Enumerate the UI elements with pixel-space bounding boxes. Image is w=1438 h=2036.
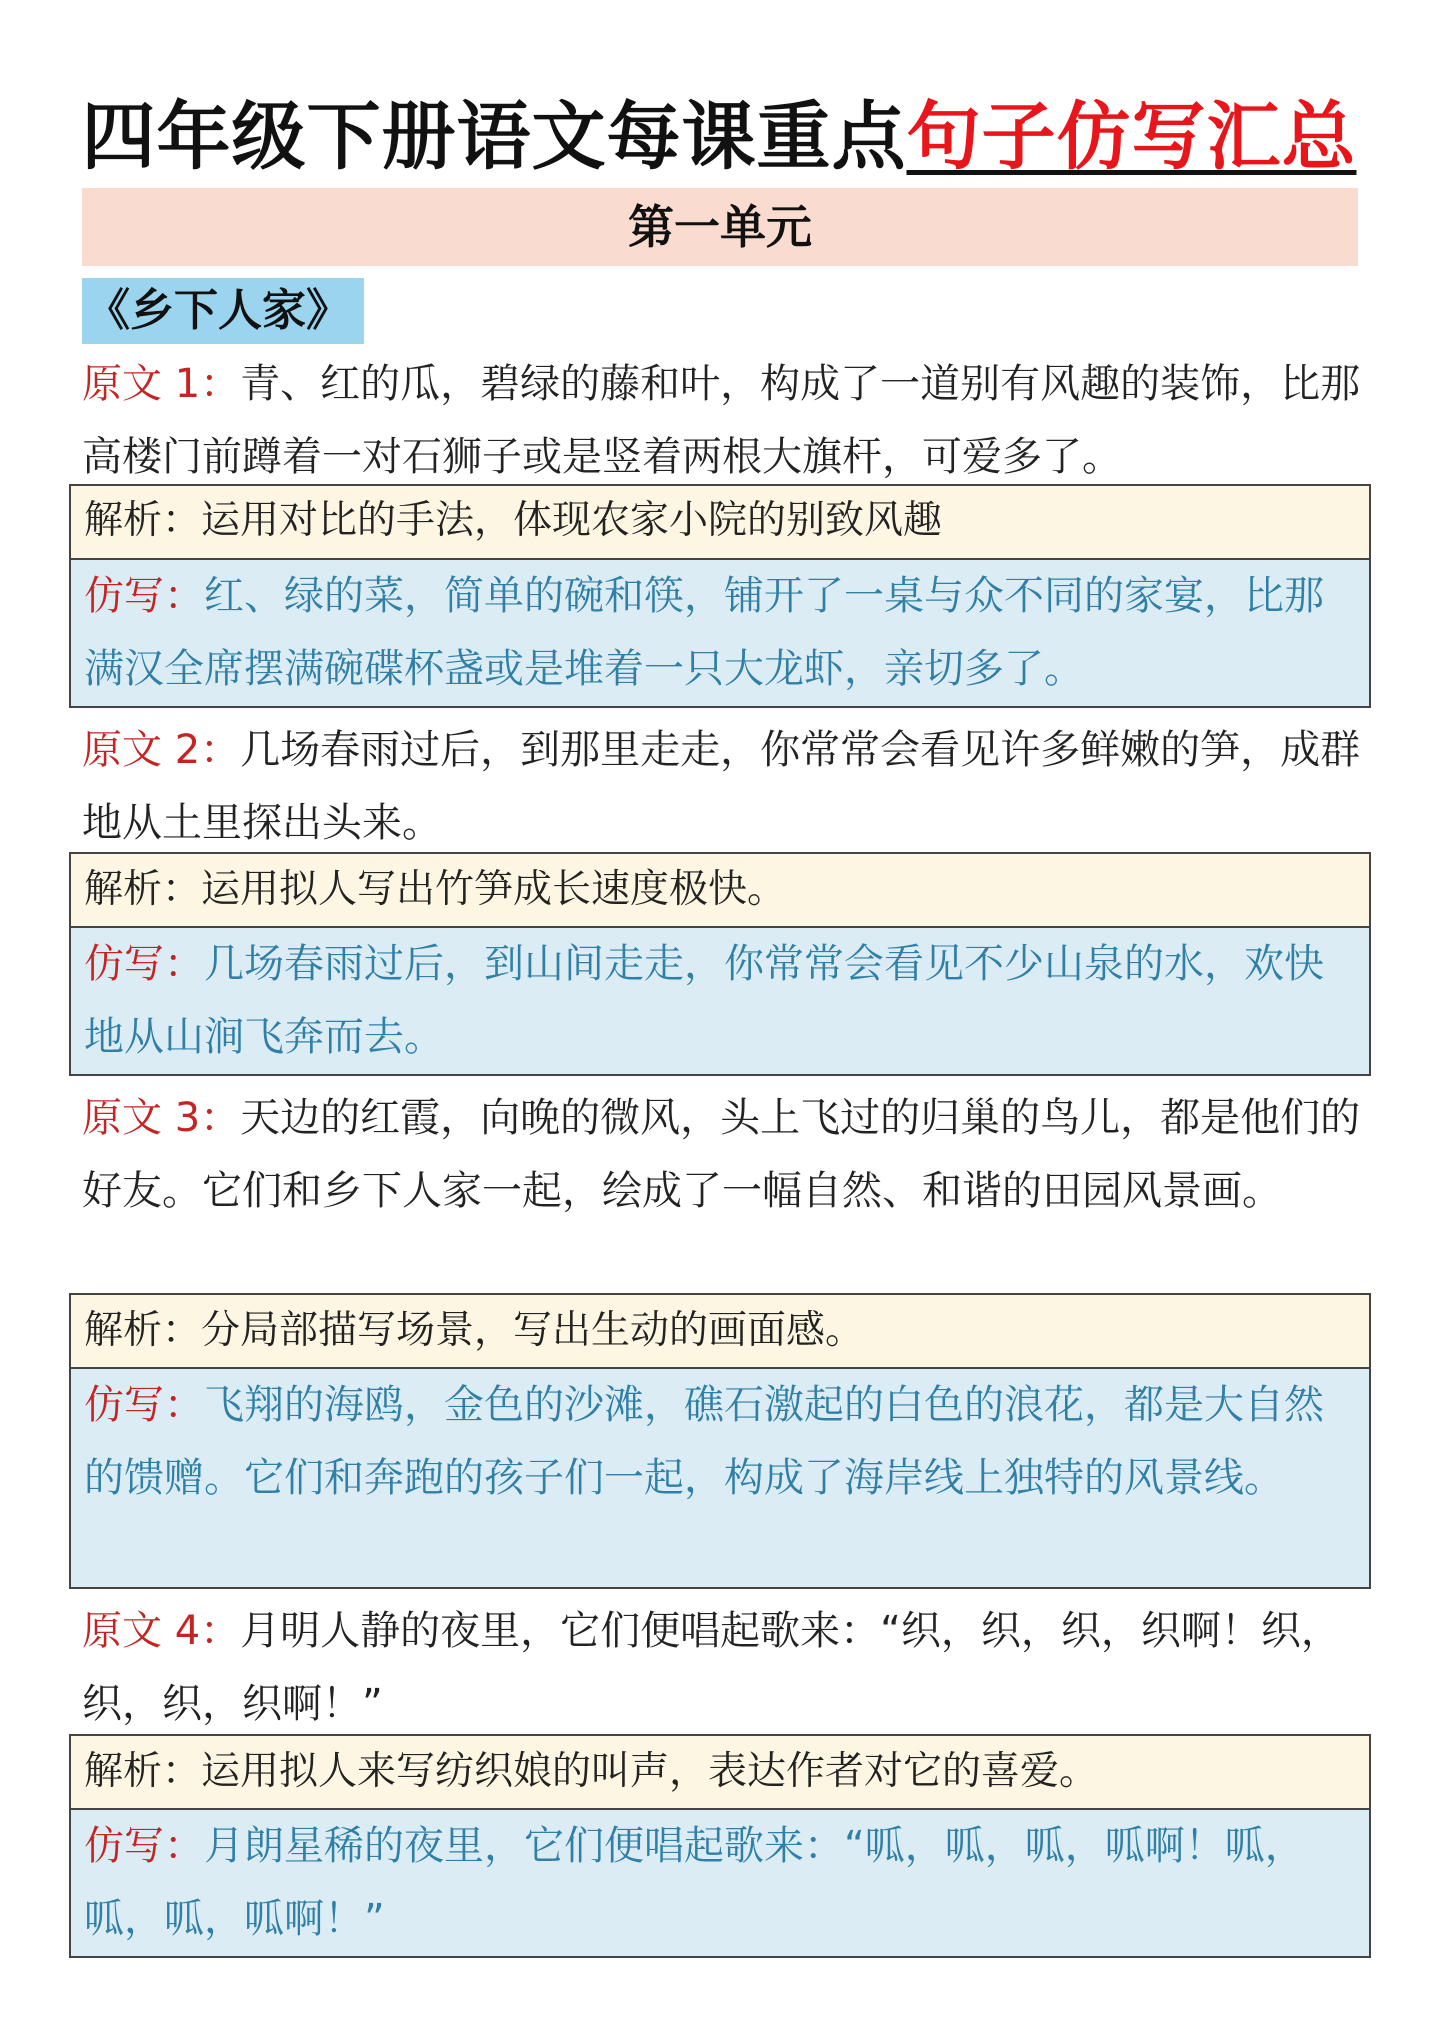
original-sentence-1 [82, 348, 1372, 494]
lesson-title: 《乡下人家》 [82, 278, 364, 344]
analysis-row: 解析：运用对比的手法，体现农家小院的别致风趣 [71, 486, 1369, 560]
original-text: 天边的红霞，向晚的微风，头上飞过的归巢的鸟儿，都是他们的好友。它们和乡下人家一起，绘成了一幅自然、和谐的田园风景画。 [82, 1095, 1361, 1214]
annotation-box-3 [69, 1293, 1371, 1589]
original-sentence-3 [82, 1082, 1372, 1228]
imitation-text: 几场春雨过后，到山间走走，你常常会看见不少山泉的水，欢快地从山涧飞奔而去。 [84, 941, 1324, 1060]
analysis-row: 解析：运用拟人来写纺织娘的叫声，表达作者对它的喜爱。 [71, 1736, 1369, 1810]
imitation-text: 红、绿的菜，简单的碗和筷，铺开了一桌与众不同的家宴，比那满汉全席摆满碗碟杯盏或是堆着一只大龙虾，亲切多了。 [84, 573, 1324, 692]
imitation-label: 仿写： [84, 573, 204, 619]
original-label: 原文 1： [82, 361, 241, 407]
annotation-box-2 [69, 852, 1371, 1076]
original-sentence-4 [82, 1595, 1372, 1741]
original-text: 青、红的瓜，碧绿的藤和叶，构成了一道别有风趣的装饰，比那高楼门前蹲着一对石狮子或是竖着两根大旗杆，可爱多了。 [82, 361, 1361, 480]
imitation-label: 仿写： [84, 1382, 204, 1428]
unit-heading: 第一单元 [82, 188, 1358, 266]
analysis-row: 解析：分局部描写场景，写出生动的画面感。 [71, 1295, 1369, 1369]
original-text: 几场春雨过后，到那里走走，你常常会看见许多鲜嫩的笋，成群地从土里探出头来。 [82, 727, 1361, 846]
imitation-label: 仿写： [84, 1823, 204, 1869]
original-text: 月明人静的夜里，它们便唱起歌来：“织，织，织，织啊！织，织，织，织啊！” [82, 1608, 1341, 1727]
original-label: 原文 2： [82, 727, 241, 773]
title-part-1: 四年级下册语文每课重点 [81, 94, 907, 180]
imitation-row [71, 1810, 1369, 1956]
imitation-label: 仿写： [84, 941, 204, 987]
imitation-row [71, 928, 1369, 1074]
analysis-row: 解析：运用拟人写出竹笋成长速度极快。 [71, 854, 1369, 928]
original-sentence-2 [82, 714, 1372, 860]
original-label: 原文 3： [82, 1095, 241, 1141]
page-title [0, 92, 1438, 182]
imitation-row [71, 560, 1369, 706]
annotation-box-1 [69, 484, 1371, 708]
annotation-box-4 [69, 1734, 1371, 1958]
imitation-text: 月朗星稀的夜里，它们便唱起歌来：“呱，呱，呱，呱啊！呱，呱，呱，呱啊！” [84, 1823, 1305, 1942]
title-part-2-highlight: 句子仿写汇总 [906, 94, 1357, 180]
original-label: 原文 4： [82, 1608, 241, 1654]
imitation-text: 飞翔的海鸥，金色的沙滩，礁石激起的白色的浪花，都是大自然的馈赠。它们和奔跑的孩子们一起，构成了海岸线上独特的风景线。 [84, 1382, 1324, 1501]
imitation-row [71, 1369, 1369, 1587]
